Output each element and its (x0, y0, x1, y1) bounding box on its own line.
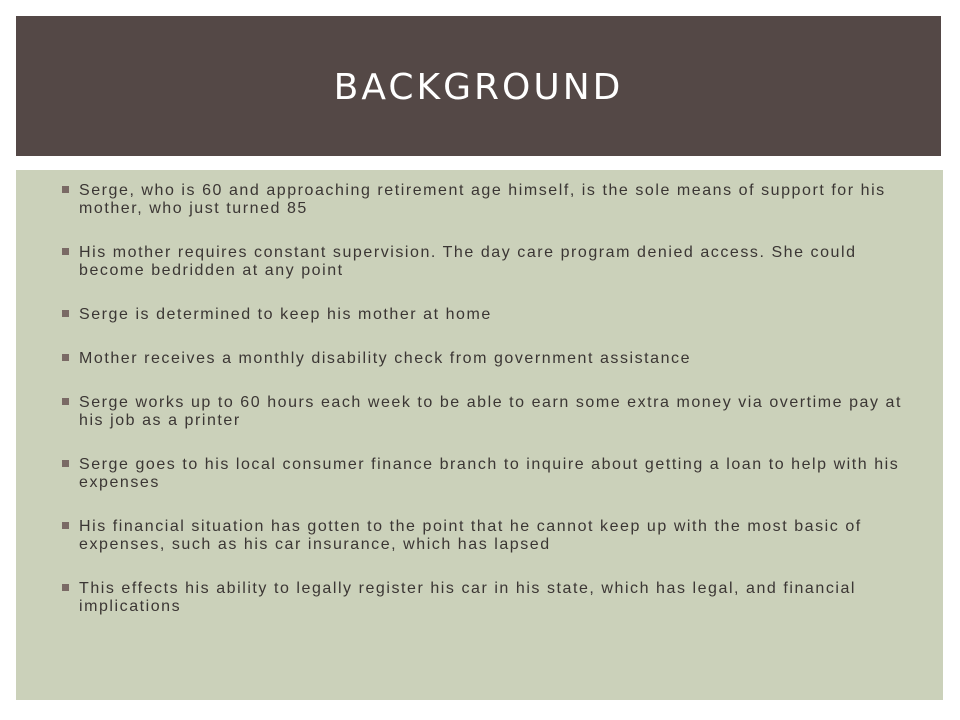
bullet-item (62, 350, 913, 368)
square-bullet-icon (62, 584, 69, 591)
square-bullet-icon (62, 310, 69, 317)
bullet-text: Serge works up to 60 hours each week to be able to earn some extra money via overtime pay at his job as a printer (79, 394, 902, 429)
square-bullet-icon (62, 460, 69, 467)
square-bullet-icon (62, 522, 69, 529)
bullet-text: Serge goes to his local consumer finance branch to inquire about getting a loan to help with his expenses (79, 456, 900, 491)
bullet-text: His mother requires constant supervision. The day care program denied access. She could become bedridden at any point (79, 244, 857, 279)
bullet-text: His financial situation has gotten to the point that he cannot keep up with the most basic of expenses, such as his car insurance, which has lapsed (79, 518, 862, 553)
bullet-item (62, 580, 913, 616)
bullet-text: Serge is determined to keep his mother at home (79, 306, 492, 323)
bullet-text: Serge, who is 60 and approaching retirement age himself, is the sole means of support for his mother, who just turned 85 (79, 182, 886, 217)
bullet-item (62, 244, 913, 280)
title-bar (16, 16, 941, 156)
square-bullet-icon (62, 398, 69, 405)
square-bullet-icon (62, 186, 69, 193)
content-panel (16, 170, 943, 700)
bullet-item (62, 518, 913, 554)
square-bullet-icon (62, 248, 69, 255)
bullet-item (62, 182, 913, 218)
square-bullet-icon (62, 354, 69, 361)
bullet-text: Mother receives a monthly disability check from government assistance (79, 350, 692, 367)
bullet-item (62, 306, 913, 324)
slide-title: BACKGROUND (333, 66, 624, 108)
bullet-list (16, 170, 943, 616)
bullet-item (62, 456, 913, 492)
bullet-text: This effects his ability to legally register his car in his state, which has legal, and financial implications (79, 580, 857, 615)
bullet-item (62, 394, 913, 430)
